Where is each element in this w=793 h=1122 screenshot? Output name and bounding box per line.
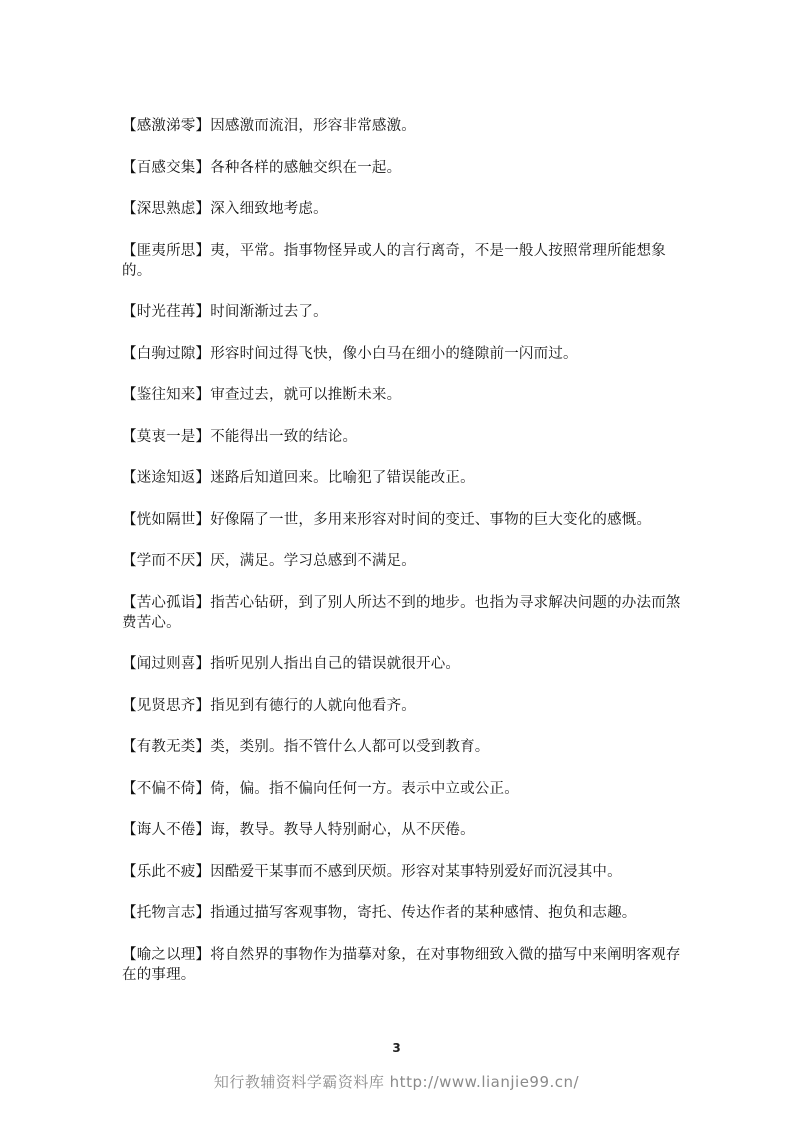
list-item	[122, 903, 682, 923]
idiom-term: 【乐此不疲】	[122, 863, 211, 880]
idiom-term: 【百感交集】	[122, 159, 211, 176]
list-item	[122, 510, 682, 530]
idiom-term: 【诲人不倦】	[122, 822, 211, 838]
list-item	[122, 385, 682, 405]
idiom-definition: 指听见别人指出自己的错误就很开心。	[210, 656, 461, 672]
idiom-term: 【闻过则喜】	[122, 656, 211, 672]
list-item	[122, 696, 682, 716]
idiom-definition: 厌，满足。学习总感到不满足。	[210, 553, 417, 569]
idiom-definition: 因酷爱干某事而不感到厌烦。形容对某事特别爱好而沉浸其中。	[210, 863, 622, 880]
idiom-term: 【鉴往知来】	[122, 387, 211, 403]
list-item	[122, 820, 682, 840]
idiom-definition: 指见到有德行的人就向他看齐。	[210, 697, 417, 714]
idiom-definition: 深入细致地考虑。	[210, 201, 328, 217]
idiom-term: 【莫衷一是】	[122, 428, 211, 445]
idiom-term: 【学而不厌】	[122, 553, 211, 569]
idiom-definition: 各种各样的感触交织在一起。	[210, 159, 402, 176]
list-item	[122, 945, 682, 985]
idiom-definition: 诲，教导。教导人特别耐心，从不厌倦。	[210, 822, 475, 838]
list-item	[122, 241, 682, 281]
idiom-term: 【迷途知返】	[122, 470, 211, 486]
idiom-definition: 审查过去，就可以推断未来。	[210, 387, 402, 403]
idiom-definition: 类，类别。指不管什么人都可以受到教育。	[210, 739, 490, 755]
idiom-definition: 形容时间过得飞快，像小白马在细小的缝隙前一闪而过。	[210, 345, 578, 362]
idiom-definition: 时间渐渐过去了。	[210, 304, 328, 320]
idiom-term: 【恍如隔世】	[122, 511, 211, 528]
idiom-definition: 指通过描写客观事物，寄托、传达作者的某种感情、抱负和志趣。	[210, 905, 637, 921]
list-item	[122, 551, 682, 571]
idiom-term: 【感激涕零】	[122, 118, 211, 134]
idiom-term: 【有教无类】	[122, 739, 211, 755]
idiom-definition: 迷路后知道回来。比喻犯了错误能改正。	[210, 470, 475, 486]
list-item	[122, 593, 682, 633]
list-item	[122, 862, 682, 882]
list-item	[122, 344, 682, 364]
idiom-definition: 夷，平常。指事物怪异或人的言行离奇，不是一般人按照常理所能想象的。	[122, 242, 666, 279]
idiom-term: 【深思熟虑】	[122, 201, 211, 217]
footer-watermark: 知行教辅资料学霸资料库 http://www.lianjie99.cn/	[213, 1073, 580, 1091]
list-item	[122, 427, 682, 447]
idiom-term: 【时光荏苒】	[122, 304, 211, 320]
idiom-definition: 倚，偏。指不偏向任何一方。表示中立或公正。	[210, 780, 519, 797]
idiom-definition: 不能得出一致的结论。	[210, 428, 358, 445]
idiom-term: 【托物言志】	[122, 905, 211, 921]
idiom-term: 【白驹过隙】	[122, 345, 211, 362]
list-item	[122, 158, 682, 178]
idiom-term: 【见贤思齐】	[122, 697, 211, 714]
list-item	[122, 116, 682, 136]
list-item	[122, 468, 682, 488]
list-item	[122, 302, 682, 322]
page-number: 3	[392, 1041, 401, 1055]
list-item	[122, 654, 682, 674]
list-item	[122, 199, 682, 219]
idiom-definition: 将自然界的事物作为描摹对象，在对事物细致入微的描写中来阐明客观存在的事理。	[122, 946, 681, 983]
idiom-term: 【匪夷所思】	[122, 242, 211, 259]
idiom-term: 【苦心孤诣】	[122, 594, 211, 611]
list-item	[122, 779, 682, 799]
idiom-definition: 因感激而流泪，形容非常感激。	[210, 118, 417, 134]
list-item	[122, 737, 682, 757]
idiom-list	[122, 116, 682, 1006]
idiom-term: 【不偏不倚】	[122, 780, 211, 797]
idiom-term: 【喻之以理】	[122, 946, 211, 963]
idiom-definition: 指苦心钻研，到了别人所达不到的地步。也指为寻求解决问题的办法而煞费苦心。	[122, 594, 681, 631]
idiom-definition: 好像隔了一世，多用来形容对时间的变迁、事物的巨大变化的感慨。	[210, 511, 652, 528]
